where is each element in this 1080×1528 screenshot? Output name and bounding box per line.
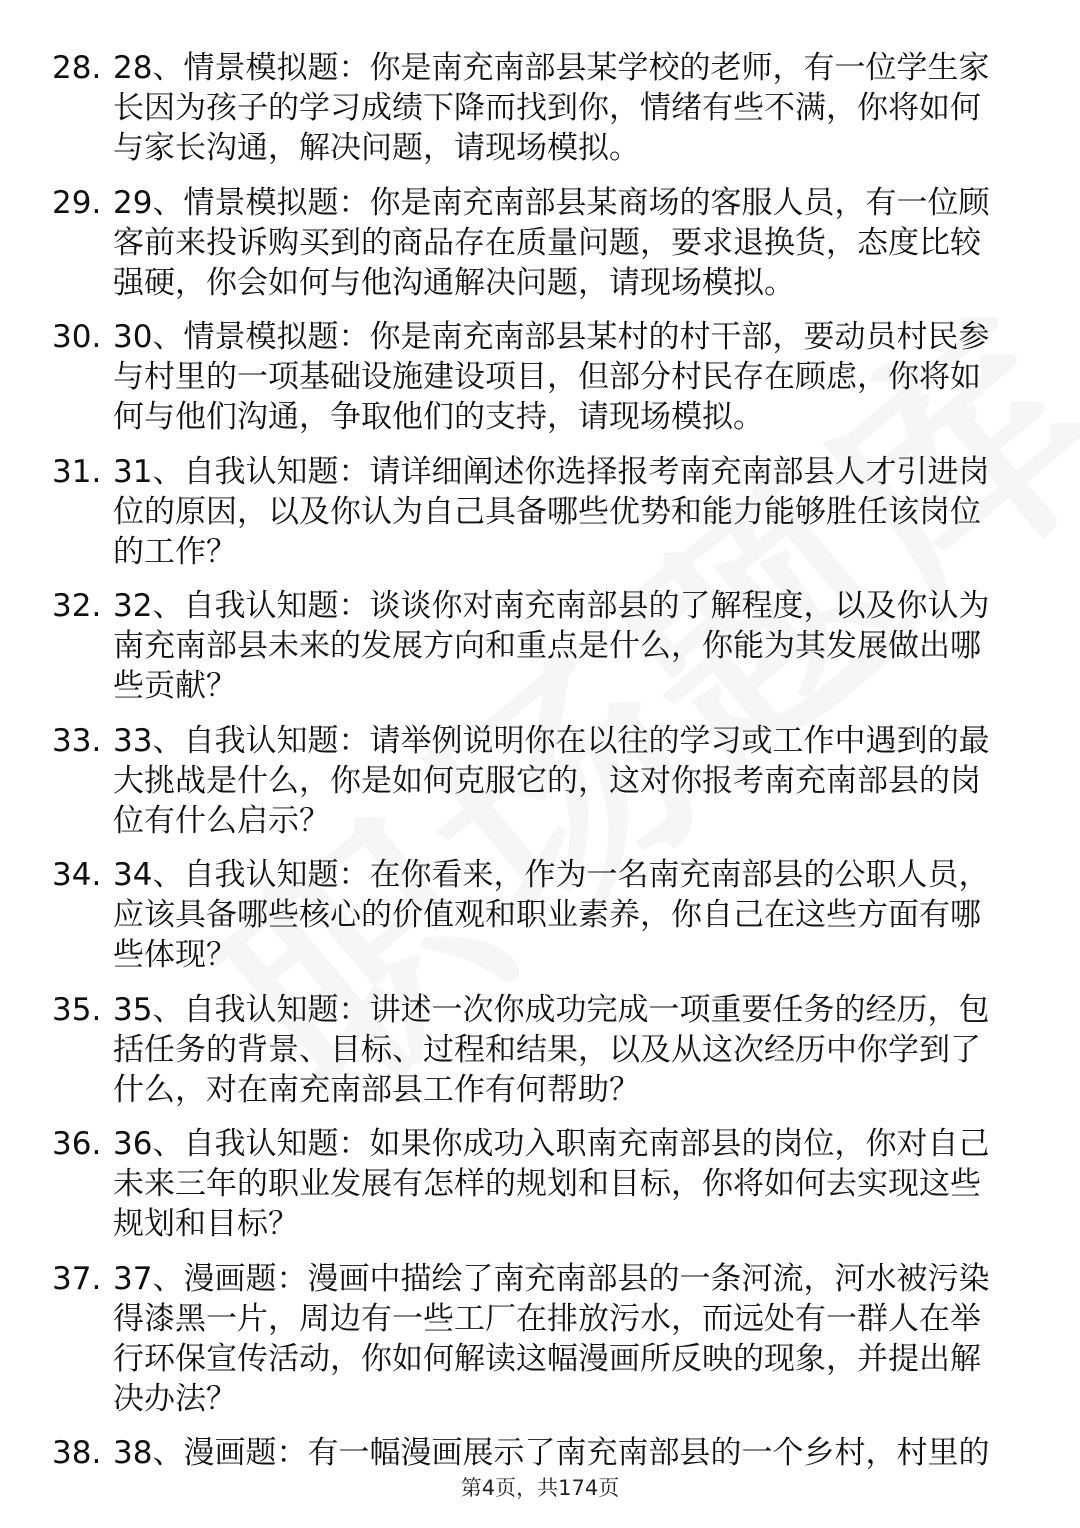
- question-list: [0, 48, 1080, 1488]
- item-text: 32、自我认知题：谈谈你对南充南部县的了解程度，以及你认为南充南部县未来的发展方向和重点是什么，你能为其发展做出哪些贡献？: [113, 588, 990, 704]
- item-number: 35.: [52, 991, 102, 1028]
- item-number: 37.: [52, 1260, 102, 1297]
- item-number: 29.: [52, 184, 102, 221]
- item-number: 28.: [52, 50, 102, 86]
- item-text: 34、自我认知题：在你看来，作为一名南充南部县的公职人员，应该具备哪些核心的价值观和职业素养，你自己在这些方面有哪些体现？: [113, 857, 990, 973]
- list-item: [0, 1124, 1080, 1244]
- list-item: [0, 586, 1080, 706]
- item-text: 38、漫画题：有一幅漫画展示了南充南部县的一个乡村，村里的: [113, 1435, 990, 1471]
- item-number: 32.: [52, 588, 102, 624]
- item-number: 30.: [52, 319, 102, 355]
- list-item: [0, 317, 1080, 437]
- list-item: [0, 990, 1080, 1110]
- list-item: [0, 183, 1080, 303]
- item-number: 31.: [52, 453, 102, 490]
- item-text: 29、情景模拟题：你是南充南部县某商场的客服人员，有一位顾客前来投诉购买到的商品存在质量问题，要求退换货，态度比较强硬，你会如何与他沟通解决问题，请现场模拟。: [113, 184, 990, 301]
- list-item: [0, 721, 1080, 841]
- item-number: 38.: [52, 1435, 102, 1471]
- item-number: 34.: [52, 857, 102, 893]
- list-item: [0, 855, 1080, 975]
- list-item: [0, 1259, 1080, 1419]
- list-item: [0, 1433, 1080, 1473]
- list-item: [0, 48, 1080, 168]
- item-text: 37、漫画题：漫画中描绘了南充南部县的一条河流，河水被污染得漆黑一片，周边有一些工厂在排放污水，而远处有一群人在举行环保宣传活动，你如何解读这幅漫画所反映的现象，并提出解决办法？: [113, 1260, 990, 1417]
- list-item: [0, 452, 1080, 572]
- item-text: 28、情景模拟题：你是南充南部县某学校的老师，有一位学生家长因为孩子的学习成绩下降而找到你，情绪有些不满，你将如何与家长沟通，解决问题，请现场模拟。: [113, 50, 990, 166]
- item-number: 36.: [52, 1126, 102, 1162]
- item-number: 33.: [52, 722, 102, 759]
- page-footer: 第4页，共174页: [460, 1476, 620, 1500]
- item-text: 33、自我认知题：请举例说明你在以往的学习或工作中遇到的最大挑战是什么，你是如何克服它的，这对你报考南充南部县的岗位有什么启示？: [113, 722, 990, 839]
- item-text: 35、自我认知题：讲述一次你成功完成一项重要任务的经历，包括任务的背景、目标、过程和结果，以及从这次经历中你学到了什么，对在南充南部县工作有何帮助？: [113, 991, 990, 1108]
- item-text: 31、自我认知题：请详细阐述你选择报考南充南部县人才引进岗位的原因，以及你认为自己具备哪些优势和能力能够胜任该岗位的工作？: [113, 453, 990, 570]
- item-text: 30、情景模拟题：你是南充南部县某村的村干部，要动员村民参与村里的一项基础设施建设项目，但部分村民存在顾虑，你将如何与他们沟通，争取他们的支持，请现场模拟。: [113, 319, 990, 435]
- item-text: 36、自我认知题：如果你成功入职南充南部县的岗位，你对自己未来三年的职业发展有怎样的规划和目标，你将如何去实现这些规划和目标？: [113, 1126, 990, 1242]
